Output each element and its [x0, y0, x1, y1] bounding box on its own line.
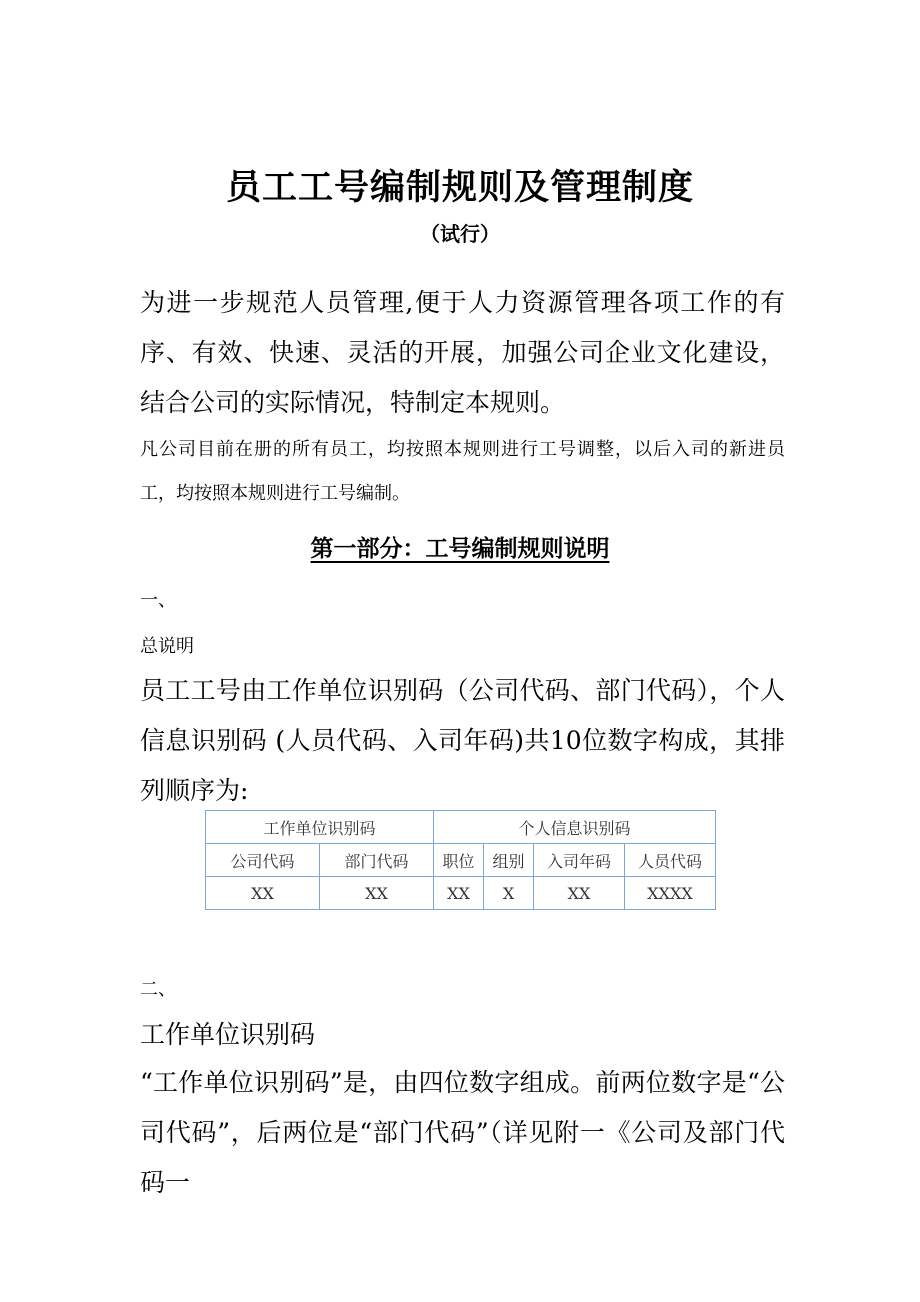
section2-number: 二、: [140, 979, 176, 1000]
column-header: 公司代码: [206, 844, 320, 877]
document-title: 员工工号编制规则及管理制度: [225, 168, 694, 208]
column-header: 职位: [434, 844, 484, 877]
section1-title: 总说明: [140, 636, 194, 657]
group-header-personal-info: 个人信息识别码: [434, 811, 716, 844]
table-group-header-row: [206, 811, 716, 844]
document-subtitle: （试行）: [420, 222, 500, 246]
code-structure-table: [205, 810, 716, 910]
table-cell: XXXX: [625, 877, 716, 910]
table-value-row: [206, 877, 716, 910]
section2-title: 工作单位识别码: [140, 1020, 316, 1049]
group-header-work-unit: 工作单位识别码: [206, 811, 434, 844]
intro-paragraph-2: 凡公司目前在册的所有员工，均按照本规则进行工号调整，以后入司的新进员工，均按照本规则进行工号编制。: [140, 439, 785, 504]
table-cell: XX: [534, 877, 625, 910]
intro-paragraph-1: 为进一步规范人员管理,便于人力资源管理各项工作的有序、有效、快速、灵活的开展，加强公司企业文化建设，结合公司的实际情况，特制定本规则。: [140, 288, 785, 417]
part1-heading: 第一部分：工号编制规则说明: [310, 536, 610, 562]
column-header: 部门代码: [320, 844, 434, 877]
section1-number: 一、: [140, 590, 176, 611]
column-header: 组别: [484, 844, 534, 877]
table-cell: X: [484, 877, 534, 910]
section2-body: “工作单位识别码”是，由四位数字组成。前两位数字是“公司代码”，后两位是“部门代码”（详见附一《公司及部门代码一: [140, 1068, 785, 1197]
table-column-header-row: [206, 844, 716, 877]
table-cell: XX: [320, 877, 434, 910]
column-header: 人员代码: [625, 844, 716, 877]
column-header: 入司年码: [534, 844, 625, 877]
table-cell: XX: [206, 877, 320, 910]
table-cell: XX: [434, 877, 484, 910]
section1-body: 员工工号由工作单位识别码（公司代码、部门代码），个人信息识别码 (人员代码、入司年码)共10位数字构成，其排列顺序为:: [140, 676, 785, 805]
